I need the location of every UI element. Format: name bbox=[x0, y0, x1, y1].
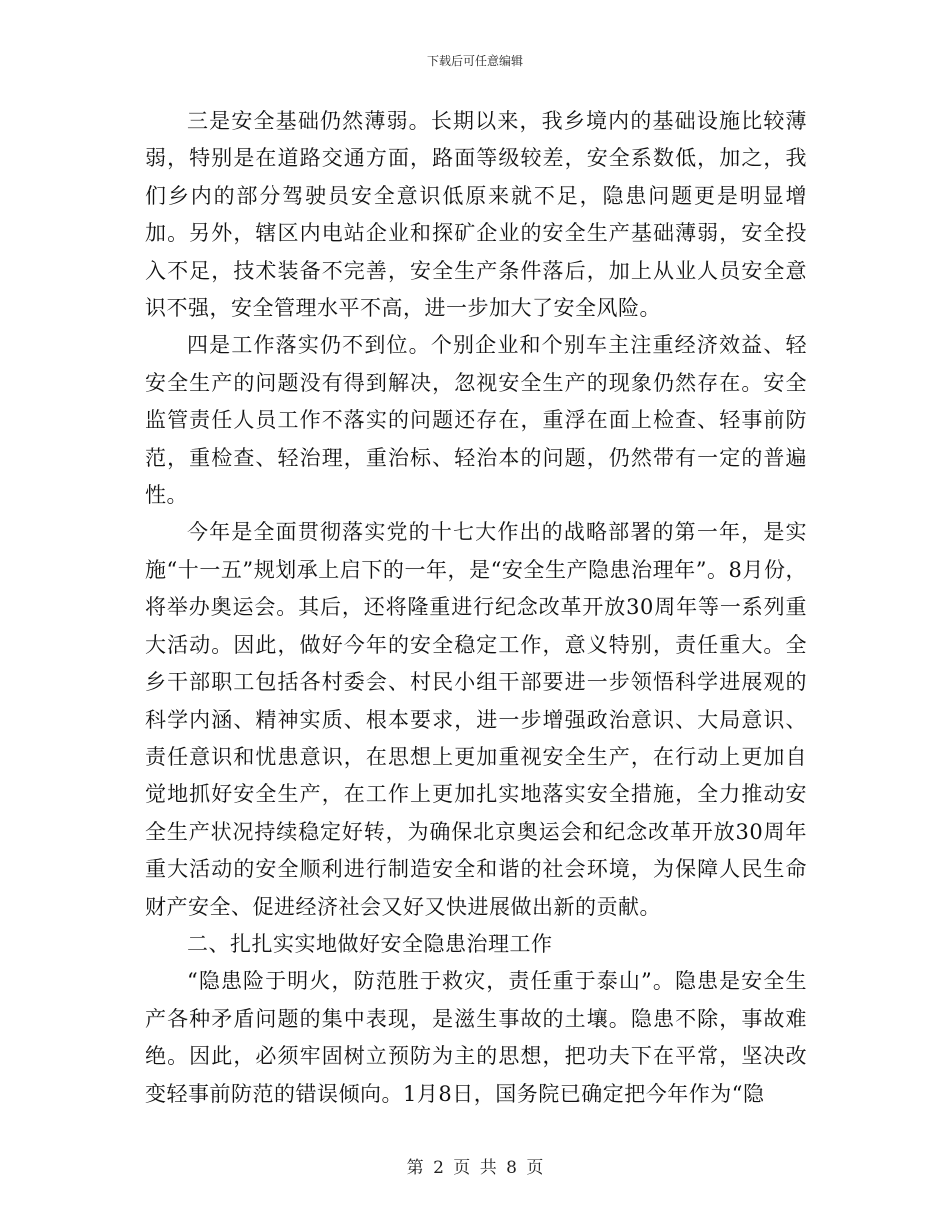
page-number-footer: 第 2 页 共 8 页 bbox=[406, 1158, 544, 1178]
paragraph-this-year: 今年是全面贯彻落实党的十七大作出的战略部署的第一年，是实施“十一五”规划承上启下的一年，是“安全生产隐患治理年”。8月份，将举办奥运会。其后，还将隆重进行纪念改革开放30周年等一系列重大活动。因此，做好今年的安全稳定工作，意义特别，责任重大。全乡干部职工包括各村委会、村民小组干部要进一步领悟科学进展观的科学内涵、精神实质、根本要求，进一步增强政治意识、大局意识、责任意识和忧患意识，在思想上更加重视安全生产，在行动上更加自觉地抓好安全生产，在工作上更加扎实地落实安全措施，全力推动安全生产状况持续稳定好转，为确保北京奥运会和纪念改革开放30周年重大活动的安全顺利进行制造安全和谐的社会环境，为保障人民生命财产安全、促进经济社会又好又快进展做出新的贡献。 bbox=[145, 520, 807, 919]
page-header-note: 下载后可任意编辑 bbox=[426, 54, 523, 68]
section-heading-hazard-governance: 二、扎扎实实地做好安全隐患治理工作 bbox=[187, 931, 553, 956]
document-body bbox=[145, 103, 807, 1113]
paragraph-hazard-prevention: “隐患险于明火，防范胜于救灾，责任重于泰山”。隐患是安全生产各种矛盾问题的集中表现，是滋生事故的土壤。隐患不除，事故难绝。因此，必须牢固树立预防为主的思想，把功夫下在平常，坚决改变轻事前防范的错误倾向。1月8日，国务院已确定把今年作为“隐 bbox=[145, 969, 807, 1106]
paragraph-safety-foundation: 三是安全基础仍然薄弱。长期以来，我乡境内的基础设施比较薄弱，特别是在道路交通方面，路面等级较差，安全系数低，加之，我们乡内的部分驾驶员安全意识低原来就不足，隐患问题更是明显增加。另外，辖区内电站企业和探矿企业的安全生产基础薄弱，安全投入不足，技术装备不完善，安全生产条件落后，加上从业人员安全意识不强，安全管理水平不高，进一步加大了安全风险。 bbox=[145, 109, 807, 321]
paragraph-work-implementation: 四是工作落实仍不到位。个别企业和个别车主注重经济效益、轻安全生产的问题没有得到解决，忽视安全生产的现象仍然存在。安全监管责任人员工作不落实的问题还存在，重浮在面上检查、轻事前防范，重检查、轻治理，重治标、轻治本的问题，仍然带有一定的普遍性。 bbox=[145, 333, 807, 508]
